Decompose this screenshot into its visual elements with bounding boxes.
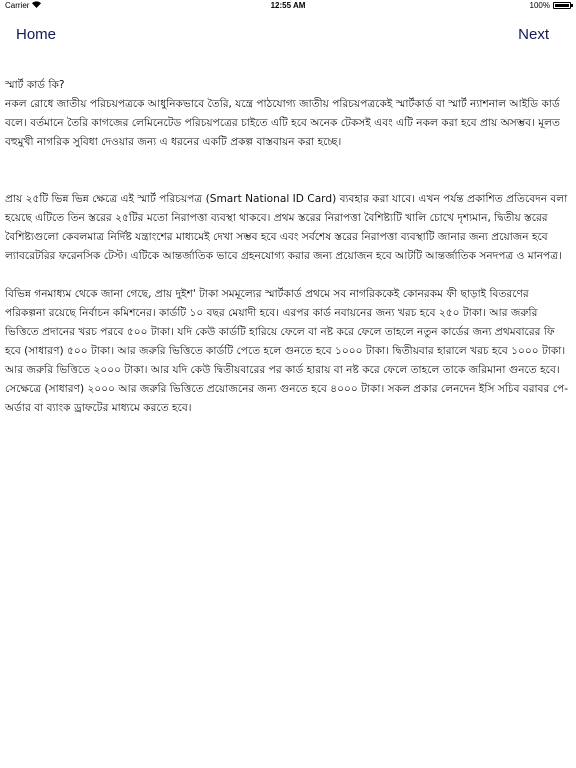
next-button[interactable]: Next [518, 26, 549, 43]
article-paragraph-1: নকল রোধে জাতীয় পরিচয়পত্রকে আধুনিকভাবে তৈরি, যন্ত্রে পাঠযোগ্য জাতীয় পরিচয়পত্রকেই স্মার্টকার্ড বা স্মার্ট ন্যাশনাল আইডি কার্ড বলে। বর্তমানে তৈরি কাগজের লেমিনেটেড পরিচয়পত্রের চাইতে এটি হবে অনেক টেকসই এবং এটি নকল করা হবে প্রায় অসম্ভব। মূলত বহুমুখী নাগরিক সুবিধা দেওয়ার জন্য এ ধরনের একটি প্রকল্প বাস্তবায়ন করা হচ্ছে। [5, 98, 560, 148]
navigation-bar [0, 12, 576, 58]
article-paragraph-2: প্রায় ২৫টি ভিন্ন ভিন্ন ক্ষেত্রে এই স্মার্ট পরিচয়পত্র (Smart National ID Card) ব্যবহার করা যাবে। এখন পর্যন্ত প্রকাশিত প্রতিবেদন বলা হয়েছে এটিতে তিন স্তরের ২৫টির মতো নিরাপত্তা ব্যবস্থা থাকবে। প্রথম স্তরের নিরাপত্তা বৈশিষ্ট্যটি খালি চোখে দৃশ্যমান, দ্বিতীয় স্তরের বৈশিষ্ট্যগুলো কেবলমাত্র নির্দিষ্ট যন্ত্রাংশের মাধ্যমেই দেখা সম্ভব হবে এবং সর্বশেষ স্তরের নিরাপত্তা ব্যবস্থাটি জানার জন্য প্রয়োজন হবে ল্যাবরেটরির ফরেনসিক টেস্ট। এটিকে আন্তর্জাতিক ভাবে গ্রহনযোগ্য করার জন্য প্রয়োজন হবে আটটি আন্তর্জাতিক সনদপত্র ও মানপত্র। [5, 193, 568, 262]
carrier-label: Carrier [5, 1, 30, 10]
article-content [5, 76, 569, 418]
home-button[interactable]: Home [16, 26, 57, 43]
status-bar [0, 0, 576, 12]
battery-icon [553, 2, 571, 9]
status-right [530, 1, 571, 10]
battery-percent: 100% [529, 1, 550, 10]
article-title: স্মার্ট কার্ড কি? [5, 79, 65, 91]
status-time: 12:55 AM [270, 1, 306, 10]
article-paragraph-3: বিভিন্ন গনমাধ্যম থেকে জানা গেছে, প্রায় দুইশ' টাকা সমমূল্যের স্মার্টকার্ড প্রথমে সব নাগরিককেই কোনরকম ফী ছাড়াই বিতরণের পরিকল্পনা রয়েছে নির্বাচন কমিশনের। কার্ডটি ১০ বছর মেয়াদী হবে। এরপর কার্ড নবায়নের জন্য খরচ হবে ২৫০ টাকা। আর জরুরি ভিত্তিতে প্রদানের খরচ পরবে ৫০০ টাকা। যদি কেউ কার্ডটি হারিয়ে ফেলে বা নষ্ট করে ফেলে তাহলে নতুন কার্ডের জন্য প্রথমবারের ফি হবে (সাধারণ) ৫০০ টাকা। আর জরুরি ভিত্তিতে কার্ডটি পেতে হলে গুনতে হবে ১০০০ টাকা। দ্বিতীয়বার হারালে খরচ হবে ১০০০ টাকা। আর জরুরি ভিত্তিতে ২০০০ টাকা। আর যদি কেউ দ্বিতীয়বারের পর কার্ড হারায় বা নষ্ট করে ফেলে তাহলে তাকে জরিমানা গুনতে হবে। সেক্ষেত্রে (সাধারণ) ২০০০ আর জরুরি ভিত্তিতে প্রয়োজনের জন্য গুনতে হবে ৪০০০ টাকা। সকল প্রকার লেনদেন ইসি সচিব বরাবর পে-অর্ডার বা ব্যাংক ড্রাফটের মাধ্যমে করতে হবে। [5, 288, 569, 414]
